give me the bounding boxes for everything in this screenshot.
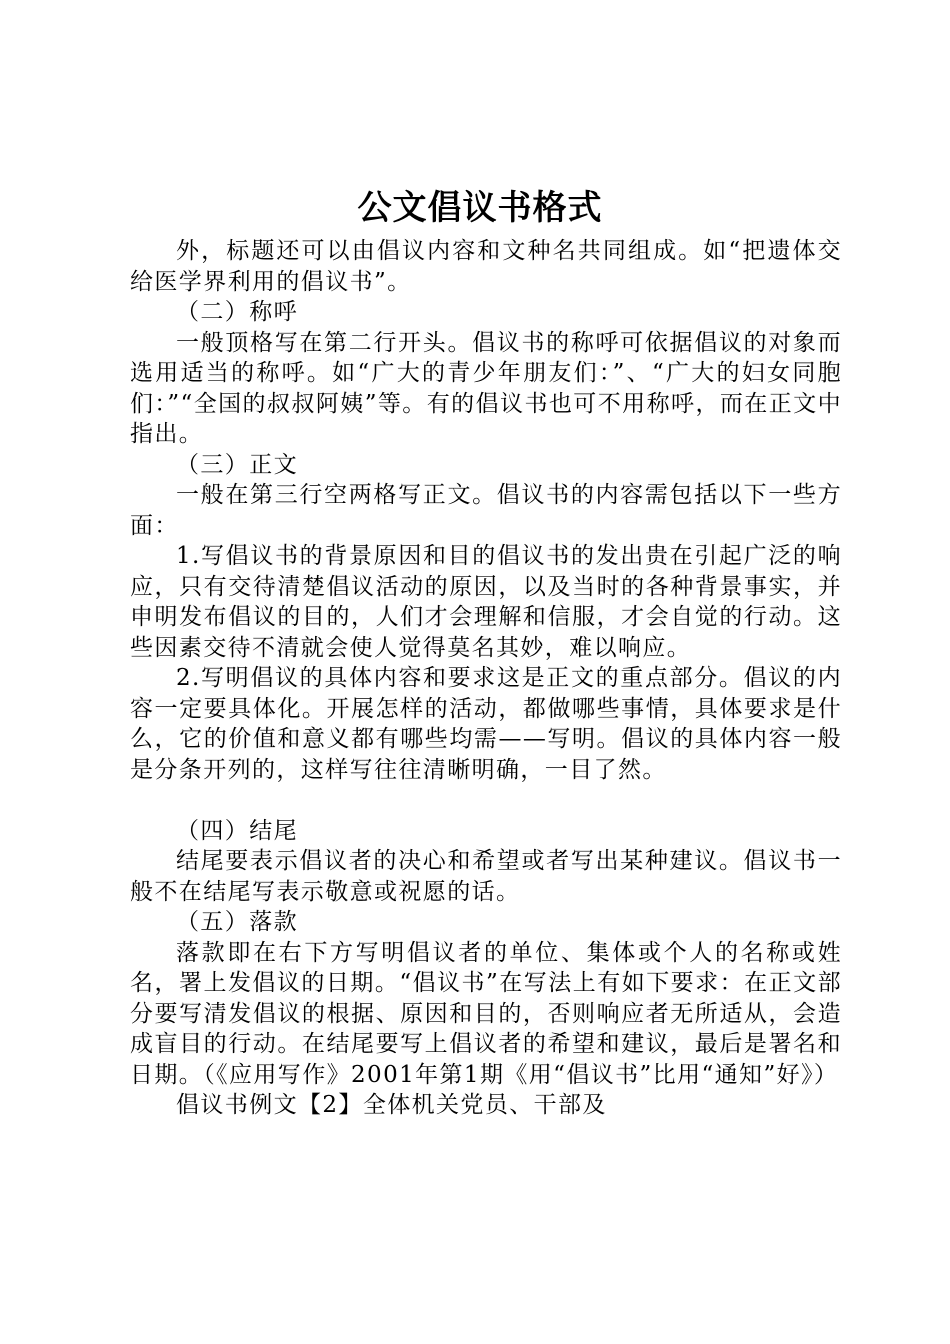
section-heading-signature: （五）落款 (176, 909, 298, 935)
section-heading-ending: （四）结尾 (176, 817, 298, 844)
document-body (130, 236, 842, 1121)
section-heading-salutation: （二）称呼 (176, 299, 298, 325)
document-title: 公文倡议书格式 (357, 188, 603, 228)
paragraph-intro: 外，标题还可以由倡议内容和文种名共同组成。如“把遗体交给医学界利用的倡议书”。 (130, 238, 842, 295)
paragraph-gap (130, 785, 842, 816)
paragraph-signature: 落款即在右下方写明倡议者的单位、集体或个人的名称或姓名，署上发倡议的日期。“倡议书”在写法上有如下要求：在正文部分要写清发倡议的根据、原因和目的，否则响应者无所适从，会造成盲目的行动。在结尾要写上倡议者的希望和建议，最后是署名和日期。（《应用写作》2001年第1期《用“倡议书”比用“通知”好》） (130, 939, 842, 1088)
paragraph-body-point-1: 1.写倡议书的背景原因和目的倡议书的发出贵在引起广泛的响应，只有交待清楚倡议活动的原因，以及当时的各种背景事实，并申明发布倡议的目的，人们才会理解和信服，才会自觉的行动。这些因素交待不清就会使人觉得莫名其妙，难以响应。 (130, 543, 842, 661)
paragraph-body-point-2: 2.写明倡议的具体内容和要求这是正文的重点部分。倡议的内容一定要具体化。开展怎样的活动，都做哪些事情，具体要求是什么，它的价值和意义都有哪些均需——写明。倡议的具体内容一般是分条开列的，这样写往往清晰明确，一目了然。 (130, 665, 842, 783)
paragraph-example: 倡议书例文【2】全体机关党员、干部及 (176, 1092, 607, 1118)
paragraph-ending: 结尾要表示倡议者的决心和希望或者写出某种建议。倡议书一般不在结尾写表示敬意或祝愿的话。 (130, 848, 842, 905)
paragraph-body-intro: 一般在第三行空两格写正文。倡议书的内容需包括以下一些方面： (130, 482, 842, 539)
section-heading-body: （三）正文 (176, 451, 298, 478)
paragraph-salutation: 一般顶格写在第二行开头。倡议书的称呼可依据倡议的对象而选用适当的称呼。如“广大的青少年朋友们：”、“广大的妇女同胞们：”“全国的叔叔阿姨”等。有的倡议书也可不用称呼，而在正文中指出。 (130, 329, 842, 447)
